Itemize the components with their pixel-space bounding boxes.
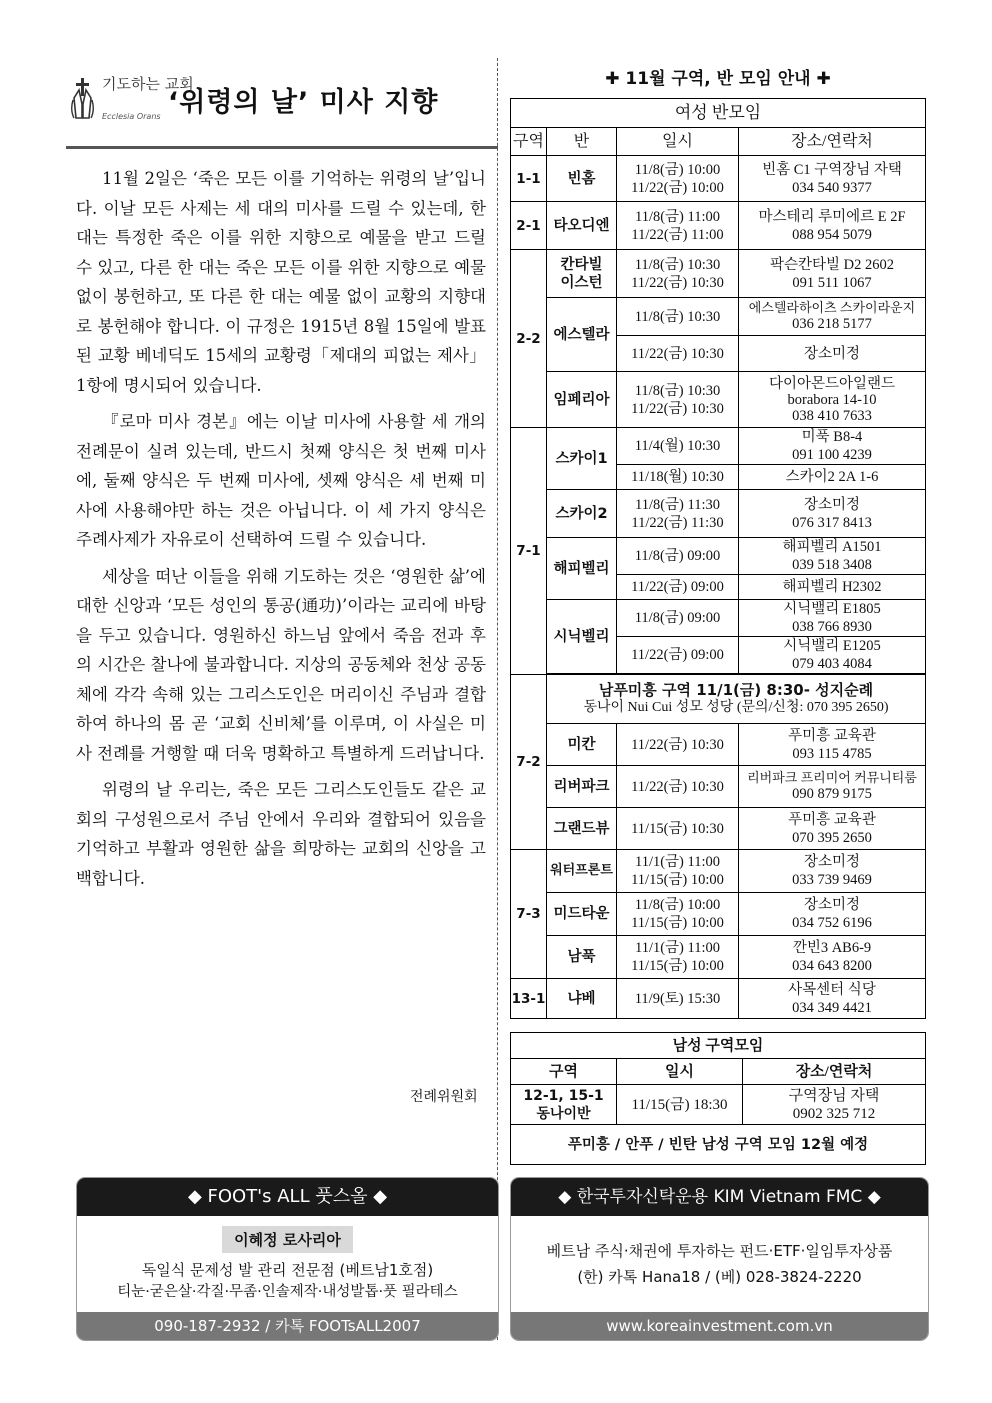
table-row (511, 156, 926, 202)
group-cell: 냐베 (547, 979, 617, 1019)
signature: 전례위원회 (410, 1089, 478, 1105)
phone-cell: 034 752 6196 (792, 915, 872, 931)
table-row (511, 250, 926, 298)
date-cell: 11/22(금) 10:30 (617, 766, 739, 808)
group-cell: 미드타운 (547, 893, 617, 936)
date-cell: 11/22(금) 11:30 (631, 514, 724, 531)
kim-ad-website[interactable]: www.koreainvestment.com.vn (511, 1312, 928, 1340)
table-row (511, 675, 926, 724)
date-cell: 11/8(금) 11:30 (634, 496, 721, 513)
date-cell: 11/4(월) 10:30 (617, 428, 739, 465)
place-cell: 빈홈 C1 구역장님 자택 (762, 161, 902, 178)
place-cell: 장소미정 (739, 336, 926, 372)
paragraph-1: 11월 2일은 ‘죽은 모든 이를 기억하는 위령의 날’입니다. 이날 모든 사제는 세 대의 미사를 드릴 수 있는데, 한 대는 특정한 죽은 이를 위한 지향으로 예물을 받고 드릴 수 있고, 다른 한 대는 죽은 모든 이를 위한 지향으로 예물 없이 봉헌하고, 또 다른 한 대는 예물 없이 교황의 지향대로 봉헌해야 합니다. 이 규정은 1915년 8월 15일에 발표된 교황 베네딕도 15세의 교황령「제대의 피없는 제사」1항에 명시되어 있습니다. (76, 169, 486, 395)
foot-ad-contact: 090-187-2932 / 카톡 FOOTsALL2007 (77, 1312, 498, 1340)
table-row (511, 298, 926, 336)
date-cell: 11/8(금) 10:00 (634, 897, 721, 913)
group-cell: 남푹 (547, 936, 617, 979)
district-cell: 7-3 (511, 850, 547, 979)
col-datetime: 일시 (617, 1059, 743, 1085)
logo-text: 기도하는 교회 (102, 75, 194, 93)
date-cell: 11/15(금) 10:00 (631, 915, 724, 931)
date-cell: 11/8(금) 09:00 (617, 538, 739, 575)
district-cell: 1-1 (511, 156, 547, 202)
date-cell: 11/18(월) 10:30 (617, 465, 739, 490)
table-row (511, 808, 926, 850)
phone-cell: 070 395 2650 (792, 829, 872, 846)
phone-cell: 0902 325 712 (792, 1105, 876, 1122)
date-cell: 11/8(금) 10:00 (634, 161, 721, 178)
phone-cell: 076 317 8413 (792, 514, 872, 531)
foot-ad-line1: 독일식 문제성 발 관리 전문점 (베트남1호점) (141, 1261, 434, 1279)
church-logo (70, 74, 194, 130)
district-cell: 7-2 (511, 675, 547, 850)
group-cell: 해피벨리 (547, 538, 617, 600)
date-cell: 11/22(금) 10:30 (617, 724, 739, 766)
phone-cell: 034 349 4421 (792, 999, 872, 1016)
date-cell: 11/15(금) 10:30 (617, 808, 739, 850)
pilgrimage-notice: 남푸미흥 구역 11/1(금) 8:30- 성지순례 (598, 681, 874, 699)
col-district: 구역 (511, 1059, 617, 1085)
col-datetime: 일시 (617, 128, 739, 156)
table-row (511, 936, 926, 979)
group-cell: 동나이반 (536, 1105, 591, 1122)
title-rule (66, 146, 498, 149)
group-cell: 타오디엔 (547, 202, 617, 250)
group-cell: 워터프론트 (547, 850, 617, 893)
place-cell: 사목센터 식당 (788, 981, 876, 998)
place-cell: 장소미정 (803, 897, 861, 913)
date-cell: 11/8(금) 10:30 (634, 256, 721, 273)
foot-ad-name: 이혜정 로사리아 (222, 1226, 353, 1253)
paragraph-2: 『로마 미사 경본』에는 이날 미사에 사용할 세 개의 전례문이 실려 있는데, 반드시 첫째 양식은 첫 번째 미사에, 둘째 양식은 두 번째 미사에, 셋째 양식은 세 번째 미사에 사용해야만 하는 것은 아닙니다. 이 세 가지 양식은 주례사제가 자유로이 선택하여 드릴 수 있습니다. (76, 412, 486, 549)
phone-cell: 091 511 1067 (792, 274, 872, 291)
table-row (511, 979, 926, 1019)
table-row (511, 850, 926, 893)
column-divider (497, 58, 498, 1340)
table-row (511, 766, 926, 808)
group-cell: 리버파크 (547, 766, 617, 808)
paragraph-3: 세상을 떠난 이들을 위해 기도하는 것은 ‘영원한 삶’에 대한 신앙과 ‘모든 성인의 통공(通功)’이라는 교리에 바탕을 두고 있습니다. 영원하신 하느님 앞에서 죽음 전과 후의 시간은 찰나에 불과합니다. 지상의 공동체와 천상 공동체에 각각 속해 있는 그리스도인은 머리이신 주님과 결합하여 하나의 몸 곧 ‘교회 신비체’를 이루며, 이 사실은 미사 전례를 거행할 때 더욱 명확하고 특별하게 드러납니다. (76, 566, 486, 763)
article-title: ‘위령의 날’ 미사 지향 (168, 87, 439, 118)
date-cell: 11/22(금) 11:00 (631, 226, 724, 243)
date-cell: 11/1(금) 11:00 (634, 940, 721, 956)
table-row (511, 202, 926, 250)
group-cell: 스카이1 (547, 428, 617, 490)
place-cell: 스카이2 2A 1-6 (739, 465, 926, 490)
phone-cell: 039 518 3408 (792, 557, 872, 573)
place-cell: 장소미정 (803, 496, 861, 513)
phone-cell: 036 218 5177 (792, 316, 872, 332)
logo-subtext: Ecclesia Orans (102, 112, 161, 121)
paragraph-4: 위령의 날 우리는, 죽은 모든 그리스도인들도 같은 교회의 구성원으로서 주님 안에서 우리와 결합되어 있음을 기억하고 부활과 영원한 삶을 희망하는 교회의 신앙을 고백합니다. (76, 780, 486, 888)
foot-ad-banner[interactable] (76, 1177, 499, 1341)
men-note: 푸미흥 / 안푸 / 빈탄 남성 구역 모임 12월 예정 (511, 1125, 926, 1165)
place-cell: 구역장님 자택 (788, 1087, 880, 1104)
table-row (511, 1085, 926, 1125)
kim-ad-line1: 베트남 주식·채권에 투자하는 펀드·ETF·일임투자상품 (546, 1242, 893, 1260)
place-cell: 깐빈3 AB6-9 (792, 940, 872, 956)
date-cell: 11/8(금) 09:00 (617, 600, 739, 637)
col-place: 장소/연락처 (739, 128, 926, 156)
table-row (511, 600, 926, 637)
phone-cell: 038 766 8930 (792, 619, 872, 635)
group-cell: 시닉벨리 (547, 600, 617, 674)
date-cell: 11/22(금) 10:30 (631, 274, 724, 291)
date-cell: 11/8(금) 11:00 (634, 208, 721, 225)
place-cell: 푸미흥 교육관 (788, 811, 876, 828)
table-row (511, 490, 926, 538)
foot-ad-title: ◆ FOOT's ALL 풋스올 ◆ (77, 1178, 498, 1216)
place-cell: 시닉밸리 E1805 (783, 601, 881, 617)
place-cell: borabora 14-10 (787, 391, 877, 408)
date-cell: 11/22(금) 10:00 (631, 179, 724, 196)
date-cell: 11/1(금) 11:00 (634, 854, 721, 870)
date-cell: 11/15(금) 18:30 (617, 1085, 743, 1125)
district-cell: 12-1, 15-1 (523, 1087, 604, 1104)
phone-cell: 079 403 4084 (792, 656, 872, 672)
date-cell: 11/8(금) 10:30 (634, 382, 721, 399)
group-cell: 미칸 (547, 724, 617, 766)
district-cell: 7-1 (511, 428, 547, 675)
table-row (511, 538, 926, 575)
date-cell: 11/22(금) 09:00 (617, 637, 739, 674)
date-cell: 11/22(금) 10:30 (617, 336, 739, 372)
date-cell: 11/8(금) 10:30 (617, 298, 739, 336)
place-cell: 리버파크 프리미어 커뮤니티룸 (747, 770, 917, 785)
phone-cell: 093 115 4785 (792, 745, 872, 762)
table-row (511, 372, 926, 428)
table-row (511, 428, 926, 465)
date-cell: 11/22(금) 09:00 (617, 575, 739, 600)
place-cell: 해피벨리 H2302 (739, 575, 926, 600)
kim-ad-title: ◆ 한국투자신탁운용 KIM Vietnam FMC ◆ (511, 1178, 928, 1216)
women-meeting-table (510, 98, 926, 1019)
place-cell: 팍슨칸타빌 D2 2602 (769, 256, 894, 273)
schedule-title: ✚ 11월 구역, 반 모임 안내 ✚ (605, 69, 831, 89)
district-cell: 2-2 (511, 250, 547, 428)
phone-cell: 038 410 7633 (792, 407, 872, 424)
foot-ad-line2: 티눈·굳은살·각질·무좀·인솔제작·내성발톱·풋 필라테스 (117, 1284, 458, 1300)
men-header: 남성 구역모임 (511, 1033, 926, 1059)
place-cell: 에스텔라하이츠 스카이라운지 (748, 300, 916, 315)
phone-cell: 090 879 9175 (792, 786, 872, 802)
place-cell: 푸미흥 교육관 (788, 727, 876, 744)
place-cell: 해피벨리 A1501 (782, 539, 882, 555)
date-cell: 11/22(금) 10:30 (631, 400, 724, 417)
phone-cell: 033 739 9469 (792, 872, 872, 888)
place-cell: 장소미정 (803, 854, 861, 870)
phone-cell: 091 100 4239 (792, 447, 872, 463)
kim-ad-banner[interactable] (510, 1177, 929, 1341)
group-cell: 칸타빌 (560, 256, 603, 273)
place-cell: 시닉밸리 E1205 (783, 638, 881, 654)
col-place: 장소/연락처 (743, 1059, 926, 1085)
group-cell: 빈홈 (547, 156, 617, 202)
group-cell: 그랜드뷰 (547, 808, 617, 850)
group-cell: 임페리아 (547, 372, 617, 428)
group-cell: 스카이2 (547, 490, 617, 538)
district-cell: 2-1 (511, 202, 547, 250)
group-cell: 에스텔라 (547, 298, 617, 372)
place-cell: 미푹 B8-4 (801, 429, 863, 445)
kim-ad-line2: (한) 카톡 Hana18 / (베) 028-3824-2220 (577, 1268, 862, 1286)
group-cell: 이스턴 (560, 274, 603, 291)
date-cell: 11/15(금) 10:00 (631, 872, 724, 888)
date-cell: 11/9(토) 15:30 (617, 979, 739, 1019)
col-district: 구역 (511, 128, 547, 156)
col-group: 반 (547, 128, 617, 156)
table-row (511, 893, 926, 936)
pilgrimage-contact: 동나이 Nui Cui 성모 성당 (문의/신청: 070 395 2650) (583, 700, 889, 715)
table-row (511, 724, 926, 766)
date-cell: 11/15(금) 10:00 (631, 958, 724, 974)
phone-cell: 034 540 9377 (792, 179, 872, 196)
men-meeting-table (510, 1032, 926, 1165)
phone-cell: 034 643 8200 (792, 958, 872, 974)
phone-cell: 088 954 5079 (792, 226, 872, 243)
article-body (76, 164, 486, 900)
district-cell: 13-1 (511, 979, 547, 1019)
place-cell: 다이아몬드아일랜드 (768, 375, 896, 392)
women-header: 여성 반모임 (511, 99, 926, 128)
place-cell: 마스테리 루미에르 E 2F (758, 208, 906, 225)
